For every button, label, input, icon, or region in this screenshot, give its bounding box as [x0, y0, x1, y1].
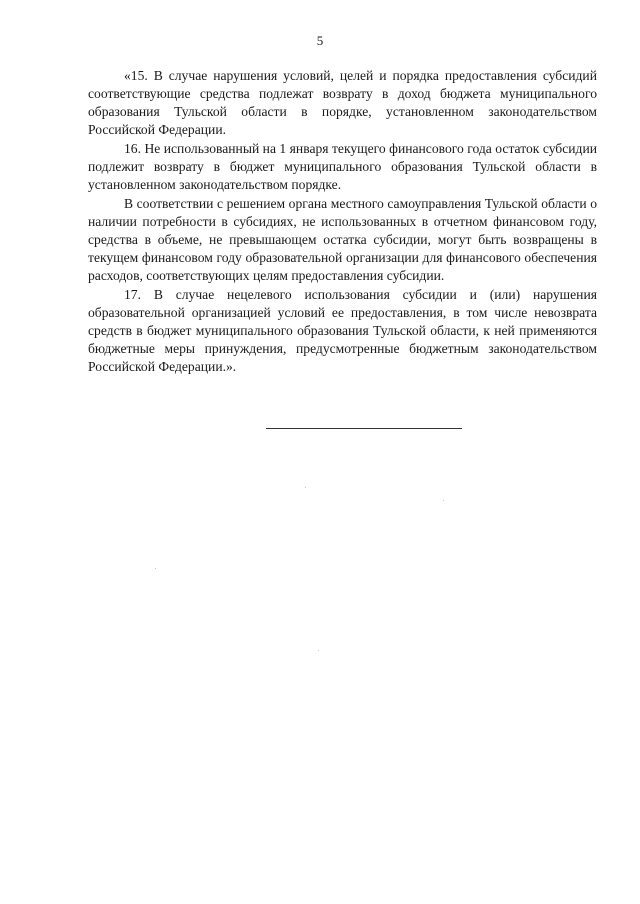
- paragraph-15: «15. В случае нарушения условий, целей и порядка предоставления субсидий соответствующие средства подлежат возврату в доход бюджета муниципального образования Тульской области в порядке, установленном законодательством Российской Федерации.: [88, 68, 597, 137]
- paragraph-16-continued: В соответствии с решением органа местного самоуправления Тульской области о наличии потребности в субсидиях, не использованных в отчетном финансовом году, средства в объеме, не превышающем остатка субсидии, могут быть возвращены в текущем финансовом году образовательной организации для финансового обеспечения расходов, соответствующих целям предоставления субсидии.: [88, 195, 597, 283]
- scan-speck: [318, 650, 319, 651]
- paragraph-17: 17. В случае нецелевого использования субсидии и (или) нарушения образовательной организацией условий ее предоставления, в том числе невозврата средств в бюджет муниципального образования Тульской области, к ней применяются бюджетные меры принуждения, предусмотренные бюджетным законодательством Российской Федерации.».: [88, 286, 597, 374]
- scan-speck: [443, 500, 444, 501]
- end-of-text-rule: [266, 428, 462, 429]
- scan-speck: [155, 568, 156, 569]
- scan-speck: [305, 487, 306, 488]
- paragraph-16: 16. Не использованный на 1 января текущего финансового года остаток субсидии подлежит возврату в бюджет муниципального образования Тульской области в установленном законодательством порядке.: [88, 140, 597, 192]
- page-number: 5: [316, 33, 324, 48]
- document-body: [88, 67, 597, 377]
